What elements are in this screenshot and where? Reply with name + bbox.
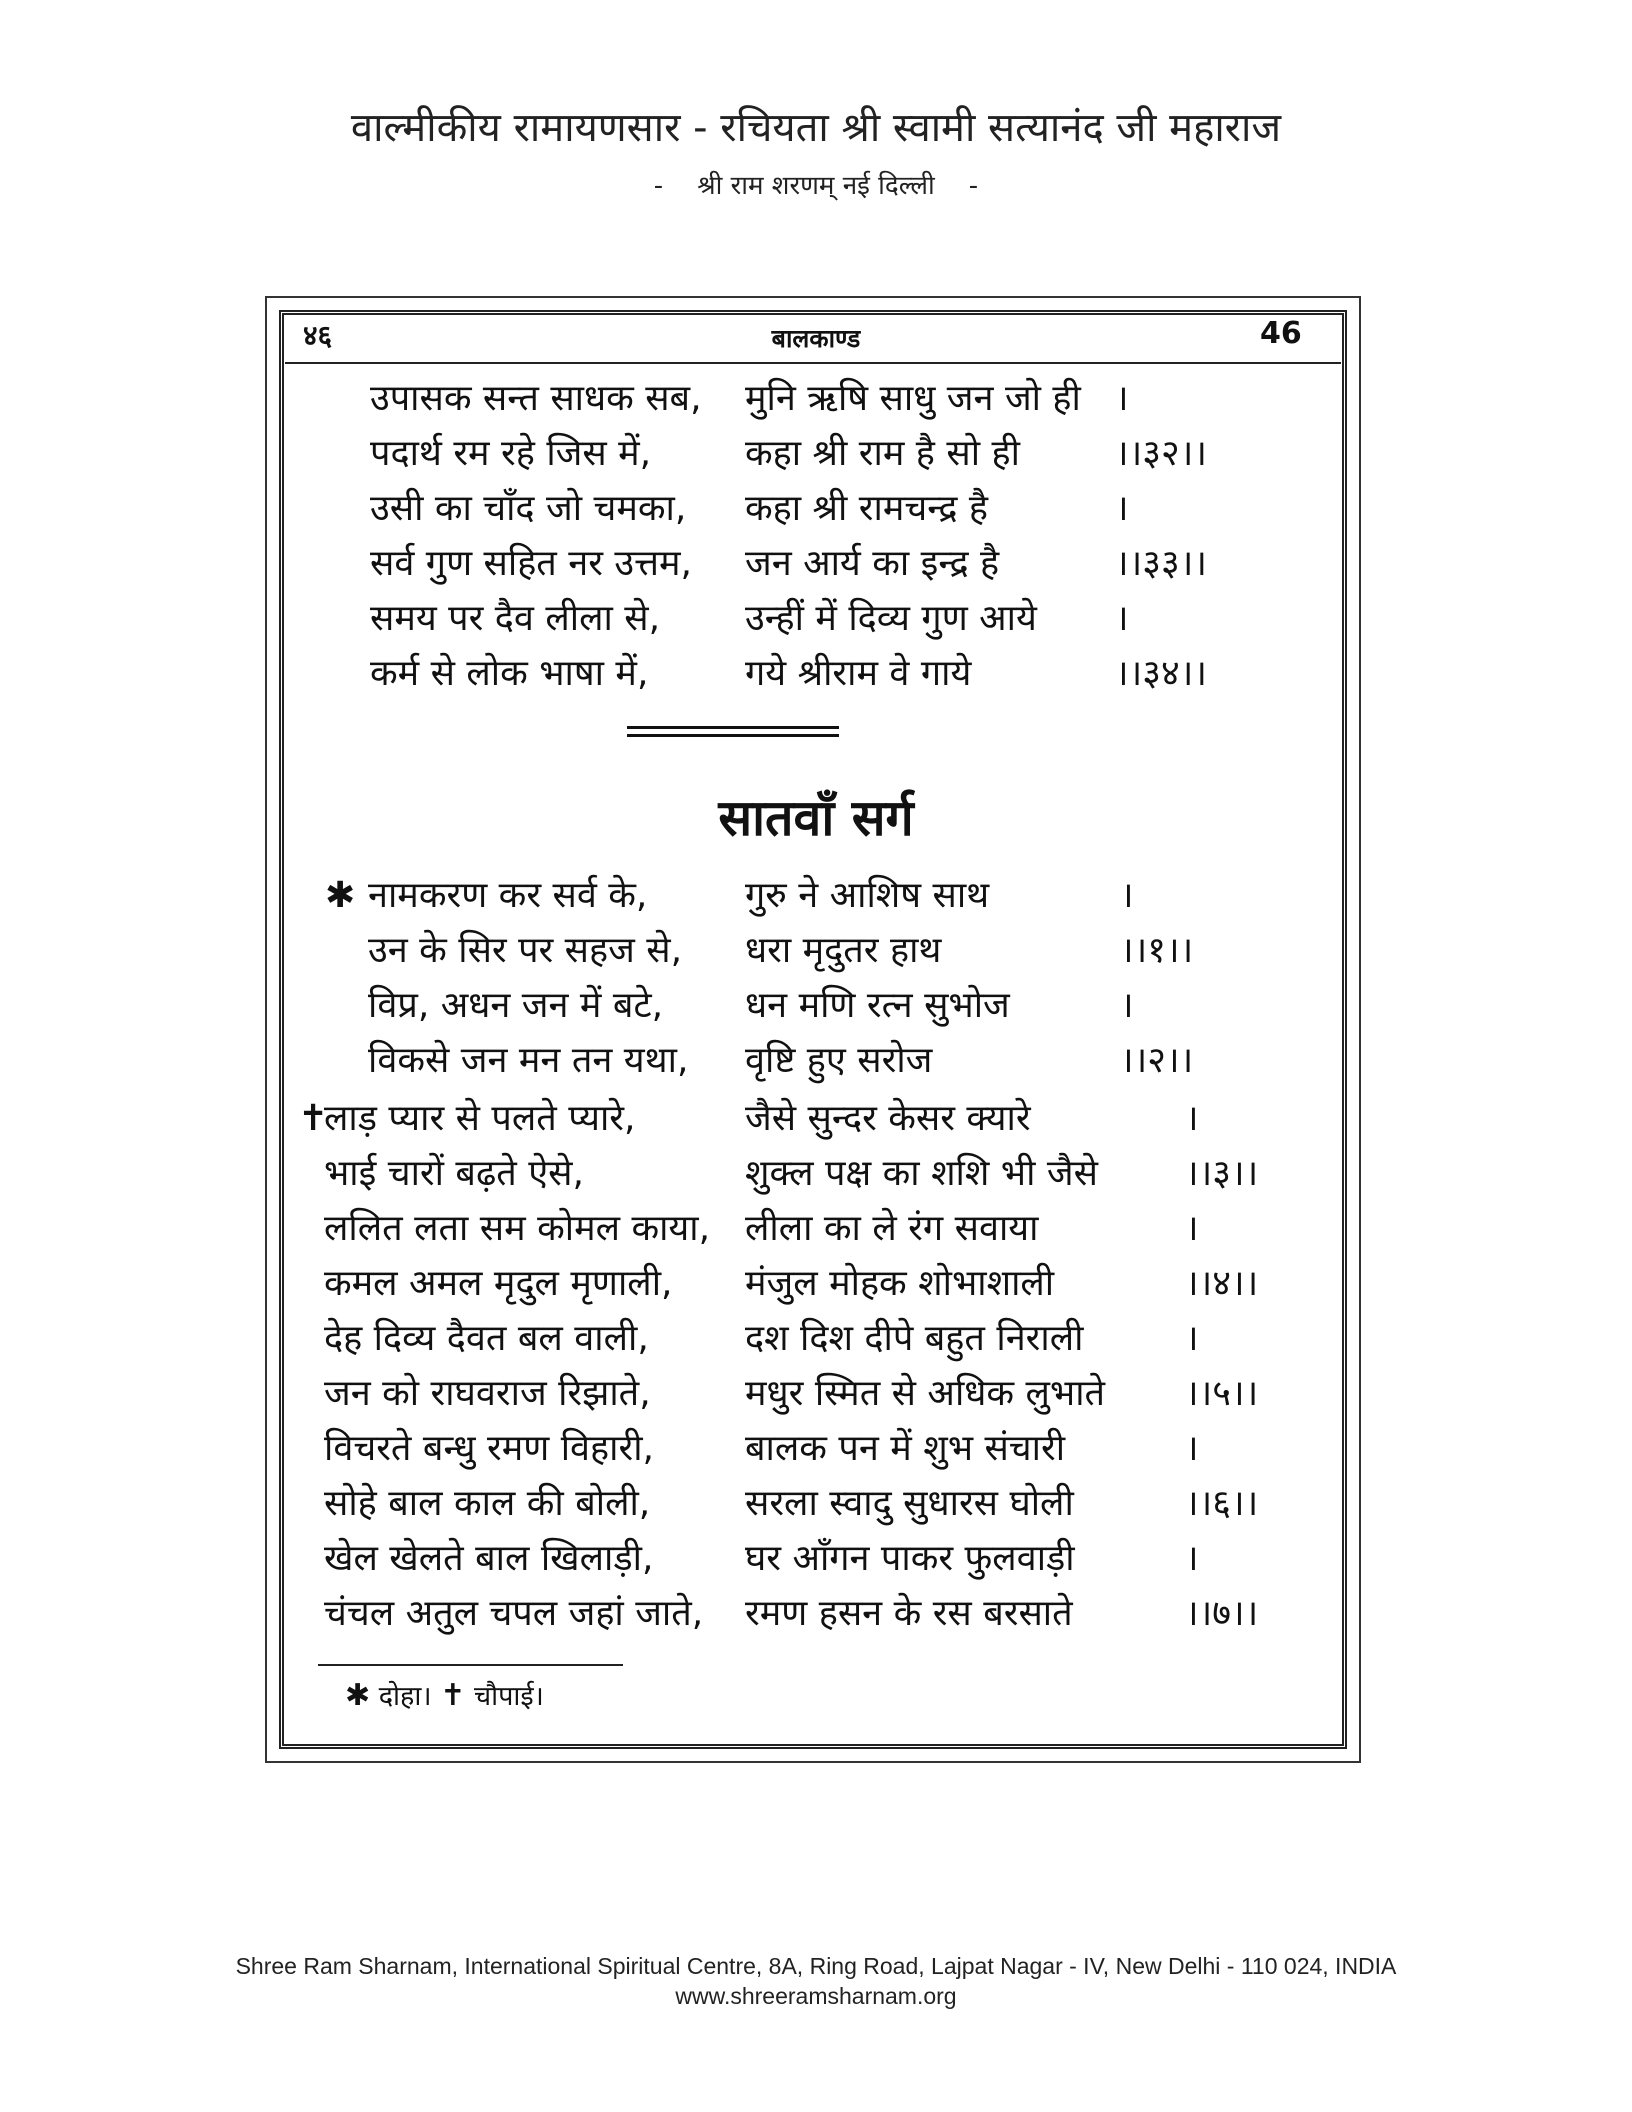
verse-second-half: वृष्टि हुए सरोज xyxy=(745,1040,933,1081)
verse-second-half: गुरु ने आशिष साथ xyxy=(745,875,990,916)
header-rule xyxy=(285,362,1341,364)
verse-second-half: धन मणि रत्न सुभोज xyxy=(745,985,1010,1026)
verse-first-half: विप्र, अधन जन में बटे, xyxy=(368,985,664,1026)
separator-rule-2 xyxy=(627,734,839,737)
verse-number: । xyxy=(1120,875,1134,916)
page-number-devanagari: ४६ xyxy=(303,319,333,352)
chaupai-mark-icon: ✝ xyxy=(440,1678,466,1713)
verse-first-half: ललित लता सम कोमल काया, xyxy=(324,1208,711,1249)
verse-first-half: पदार्थ रम रहे जिस में, xyxy=(370,433,652,474)
doha-mark-icon: ✱ xyxy=(325,875,356,916)
verse-number: । xyxy=(1115,598,1129,639)
verse-first-half: नामकरण कर सर्व के, xyxy=(368,875,648,916)
verse-second-half: रमण हसन के रस बरसाते xyxy=(745,1593,1073,1634)
verse-first-half: कमल अमल मृदुल मृणाली, xyxy=(324,1263,673,1304)
verse-second-half: मधुर स्मित से अधिक लुभाते xyxy=(745,1373,1106,1414)
separator-rule-1 xyxy=(627,726,839,729)
verse-number: ।।४।। xyxy=(1185,1263,1259,1304)
sarg-title: सातवाँ सर्ग xyxy=(718,789,914,847)
publisher-line xyxy=(0,166,1632,202)
verse-second-half: दश दिश दीपे बहुत निराली xyxy=(745,1318,1084,1359)
verse-number: । xyxy=(1120,985,1134,1026)
verse-number: । xyxy=(1185,1428,1199,1469)
footer-website: www.shreeramsharnam.org xyxy=(675,1983,957,2009)
verse-second-half: कहा श्री रामचन्द्र है xyxy=(745,488,989,529)
verse-first-half: सर्व गुण सहित नर उत्तम, xyxy=(370,543,692,584)
verse-number: ।।७।। xyxy=(1185,1593,1259,1634)
verse-second-half: धरा मृदुतर हाथ xyxy=(745,930,942,971)
verse-number: ।।१।। xyxy=(1120,930,1194,971)
publisher-name: श्री राम शरणम् नई दिल्ली xyxy=(697,171,935,201)
footnote xyxy=(345,1676,544,1713)
verse-number: । xyxy=(1185,1538,1199,1579)
verse-second-half: मुनि ऋषि साधु जन जो ही xyxy=(745,378,1081,419)
verse-second-half: गये श्रीराम वे गाये xyxy=(745,653,972,694)
verse-second-half: घर आँगन पाकर फुलवाड़ी xyxy=(745,1538,1075,1579)
verse-second-half: सरला स्वादु सुधारस घोली xyxy=(745,1483,1074,1524)
verse-second-half: बालक पन में शुभ संचारी xyxy=(745,1428,1066,1469)
verse-number: ।।३४।। xyxy=(1115,653,1208,694)
verse-second-half: जन आर्य का इन्द्र है xyxy=(745,543,1000,584)
verse-first-half: विकसे जन मन तन यथा, xyxy=(368,1040,689,1081)
verse-first-half: उसी का चाँद जो चमका, xyxy=(370,488,687,529)
verse-number: ।।३।। xyxy=(1185,1153,1259,1194)
verse-second-half: जैसे सुन्दर केसर क्यारे xyxy=(745,1098,1031,1139)
verse-number: । xyxy=(1185,1318,1199,1359)
chaupai-mark-icon: ✝ xyxy=(298,1098,329,1139)
verse-number: । xyxy=(1115,378,1129,419)
verse-second-half: मंजुल मोहक शोभाशाली xyxy=(745,1263,1055,1304)
verse-first-half: कर्म से लोक भाषा में, xyxy=(370,653,649,694)
verse-number: ।।२।। xyxy=(1120,1040,1194,1081)
verse-first-half: देह दिव्य दैवत बल वाली, xyxy=(324,1318,649,1359)
verse-number: ।।५।। xyxy=(1185,1373,1259,1414)
subtitle-dash-left: - xyxy=(653,171,664,201)
kanda-title: बालकाण्ड xyxy=(771,324,861,353)
subtitle-dash-right: - xyxy=(968,171,979,201)
verse-second-half: कहा श्री राम है सो ही xyxy=(745,433,1020,474)
verse-first-half: लाड़ प्यार से पलते प्यारे, xyxy=(324,1098,636,1139)
verse-first-half: जन को राघवराज रिझाते, xyxy=(324,1373,651,1414)
doha-mark-icon: ✱ xyxy=(345,1678,371,1713)
verse-number: ।।३३।। xyxy=(1115,543,1208,584)
footer-address: Shree Ram Sharnam, International Spiritual Centre, 8A, Ring Road, Lajpat Nagar - IV, New Delhi - 110 024, INDIA xyxy=(235,1953,1397,1979)
verse-number: ।।३२।। xyxy=(1115,433,1208,474)
verse-number: । xyxy=(1115,488,1129,529)
verse-first-half: समय पर दैव लीला से, xyxy=(370,598,661,639)
verse-first-half: विचरते बन्धु रमण विहारी, xyxy=(324,1428,654,1469)
verse-number: । xyxy=(1185,1208,1199,1249)
chaupai-label: चौपाई। xyxy=(465,1681,544,1712)
doha-label: दोहा। xyxy=(370,1681,432,1712)
verse-first-half: चंचल अतुल चपल जहां जाते, xyxy=(324,1593,704,1634)
verse-second-half: शुक्ल पक्ष का शशि भी जैसे xyxy=(745,1153,1098,1194)
verse-first-half: सोहे बाल काल की बोली, xyxy=(324,1483,651,1524)
book-title: वाल्मीकीय रामायणसार - रचियता श्री स्वामी सत्यानंद जी महाराज xyxy=(350,105,1282,151)
page-number: 46 xyxy=(1260,316,1302,351)
verse-second-half: लीला का ले रंग सवाया xyxy=(745,1208,1039,1249)
verse-first-half: उन के सिर पर सहज से, xyxy=(368,930,683,971)
verse-second-half: उन्हीं में दिव्य गुण आये xyxy=(745,598,1037,639)
verse-first-half: भाई चारों बढ़ते ऐसे, xyxy=(324,1153,584,1194)
verse-first-half: खेल खेलते बाल खिलाड़ी, xyxy=(324,1538,654,1579)
verse-first-half: उपासक सन्त साधक सब, xyxy=(370,378,702,419)
footnote-rule xyxy=(318,1664,623,1666)
verse-number: । xyxy=(1185,1098,1199,1139)
verse-number: ।।६।। xyxy=(1185,1483,1259,1524)
